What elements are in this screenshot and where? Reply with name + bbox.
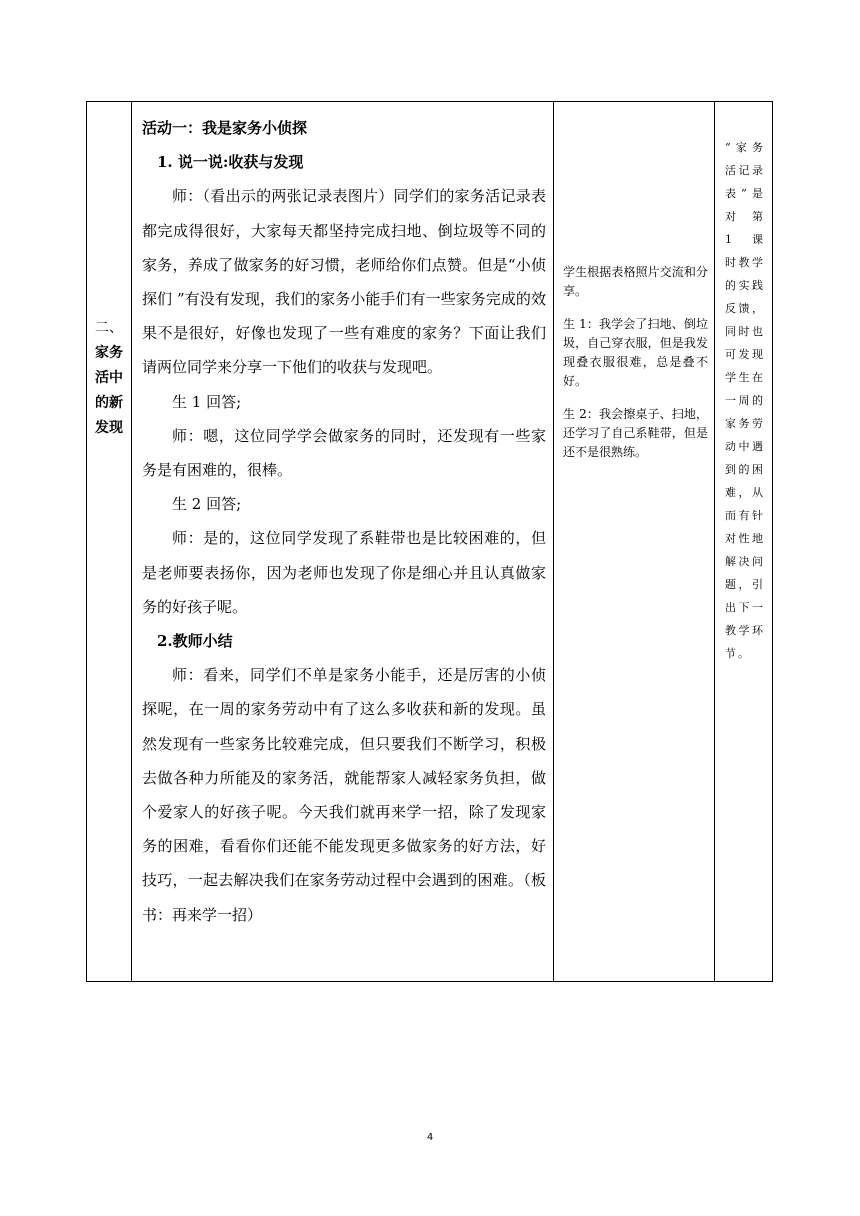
lesson-table — [86, 101, 773, 982]
teacher-paragraph: 师：嗯，这位同学学会做家务的同时，还发现有一些家务是有困难的，很棒。 — [142, 426, 546, 480]
section-number: 二、 — [95, 320, 123, 336]
section-title-line: 发现 — [95, 420, 123, 436]
teacher-summary: 师：看来，同学们不单是家务小能手，还是厉害的小侦探呢，在一周的家务劳动中有了这么多收获和新的发现。虽然发现有一些家务比较难完成，但只要我们不断学习，积极去做各种力所能及的家务活，就能帮家人减轻家务负担，做个爱家人的好孩子呢。今天我们就再来学一招，除了发现家务的困难，看看你们还能不能发现更多做家务的好方法，好技巧，一起去解决我们在家务劳动过程中会遇到的困难。（板书：再来学一招） — [142, 666, 546, 924]
design-notes: “家务活记录表”是对第 1 课时教学的实践反馈，同时也可发现学生在一周的家务劳动中遇到的困难，从而有针对性地解决问题，引出下一教学环节。 — [725, 141, 765, 660]
student-response: 生 1：我学会了扫地、倒垃圾，自己穿衣服，但是我发现叠衣服很难，总是叠不好。 — [563, 317, 708, 388]
student-activity-column — [554, 102, 715, 981]
page-number: 4 — [426, 1132, 434, 1143]
subsection-title: 2.教师小结 — [157, 632, 233, 651]
section-title-line: 家务 — [95, 345, 123, 361]
student-activity — [563, 263, 708, 476]
teacher-paragraph: 师：是的，这位同学发现了系鞋带也是比较困难的，但是老师要表扬你，因为老师也发现了你是细心并且认真做家务的好孩子呢。 — [142, 529, 546, 616]
teaching-content-column — [132, 102, 554, 981]
section-title-line: 活中 — [95, 370, 123, 386]
section-column — [87, 102, 132, 981]
student-answer: 生 2 回答; — [172, 495, 242, 514]
teacher-paragraph: 师：（看出示的两张记录表图片）同学们的家务活记录表都完成得很好，大家每天都坚持完成扫地、倒垃圾等不同的家务，养成了做家务的好习惯，老师给你们点赞。但是“小侦探们 ”有没有发现，我们的家务小能手们有一些家务完成的效果不是很好，好像也发现了一些有难度的家务？下面让我们请两位同学来分享一下他们的收获与发现吧。 — [142, 187, 546, 377]
teaching-content — [142, 111, 546, 932]
student-response: 生 2：我会擦桌子、扫地，还学习了自己系鞋带，但是还不是很熟练。 — [563, 407, 708, 459]
student-answer: 生 1 回答; — [172, 392, 242, 411]
activity-title: 活动一：我是家务小侦探 — [142, 119, 308, 137]
student-activity-intro: 学生根据表格照片交流和分享。 — [563, 265, 708, 298]
section-title-line: 的新 — [95, 395, 123, 411]
subsection-title: 1. 说一说:收获与发现 — [157, 153, 304, 172]
design-intent-column — [715, 102, 772, 981]
section-label — [87, 316, 131, 441]
